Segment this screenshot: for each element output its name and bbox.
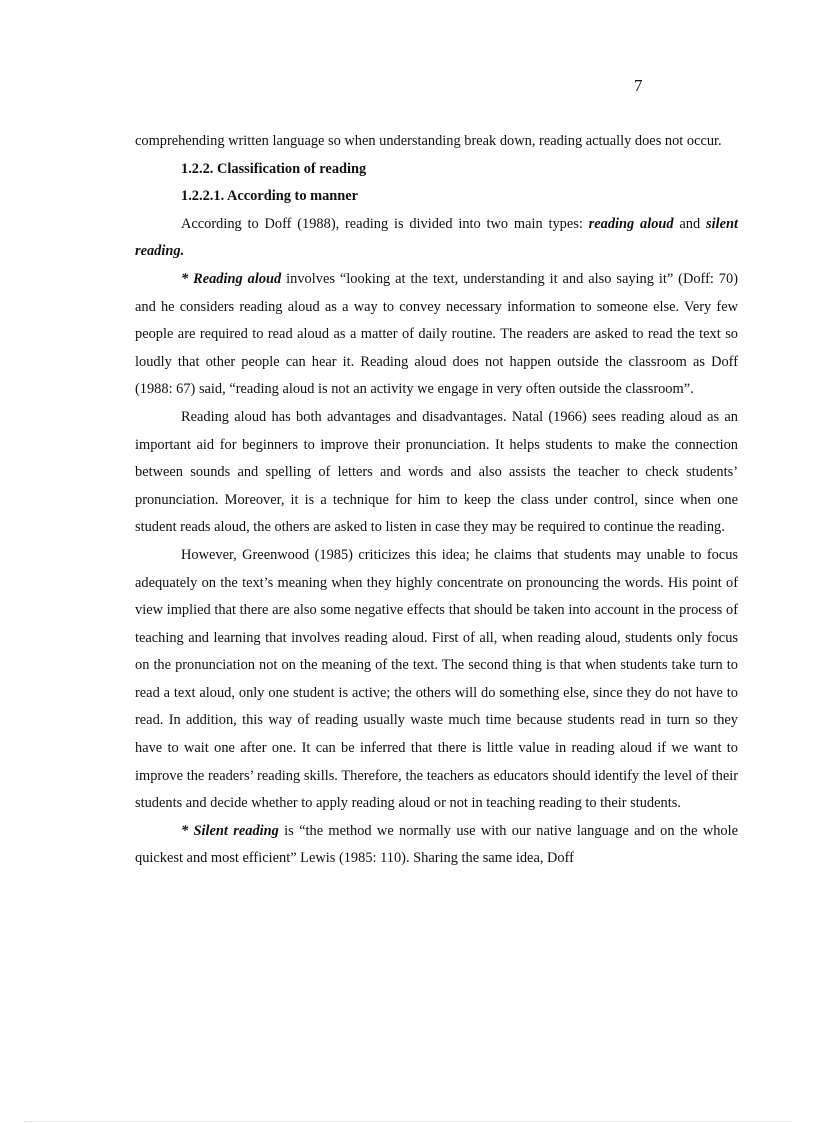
paragraph-advantages: Reading aloud has both advantages and disadvantages. Natal (1966) sees reading aloud as an important aid for beginners to improve their pronunciation. It helps students to make the connection between sounds and spelling of letters and words and also assists the teacher to check students’ pronunciation. Moreover, it is a technique for him to keep the class under control, since when one student reads aloud, the others are asked to listen in case they may be required to continue the reading. — [135, 408, 738, 536]
silent-reading-definition: is “the method we normally use with our native language and on the whole quickest and most efficient” Lewis (1985: 110). Sharing the same idea, Doff — [135, 822, 738, 867]
term-silent-reading: silent reading. — [135, 215, 738, 260]
paragraph-criticism: However, Greenwood (1985) criticizes this idea; he claims that students may unable to focus adequately on the text’s meaning when they highly concentrate on pronouncing the words. His point of view implied that there are also some negative effects that should be taken into account in the process of teaching and learning that involves reading aloud. First of all, when reading aloud, students only focus on the pronunciation not on the meaning of the text. The second thing is that when students take turn to read a text aloud, only one student is active; the others will do something else, since they do not have to read. In addition, this way of reading usually waste much time because students read in turn so they have to wait one after one. It can be inferred that there is little value in reading aloud if we want to improve the readers’ reading skills. Therefore, the teachers as educators should identify the level of their students and decide whether to apply reading aloud or not in teaching reading to their students. — [135, 546, 738, 812]
subsection-heading-manner: 1.2.2.1. According to manner — [181, 188, 359, 205]
document-body — [135, 128, 738, 873]
section-heading-classification: 1.2.2. Classification of reading — [181, 160, 367, 177]
page-number: 7 — [634, 76, 643, 95]
paragraph-continuation: comprehending written language so when understanding break down, reading actually does not occur. — [135, 133, 722, 149]
page-bottom-divider — [24, 1121, 792, 1122]
paragraph-reading-aloud — [135, 266, 738, 404]
term-reading-aloud: reading aloud — [588, 215, 674, 232]
paragraph-silent-reading — [135, 818, 738, 873]
bullet-silent-reading: * Silent reading — [181, 822, 279, 839]
bullet-reading-aloud: * Reading aloud — [181, 270, 282, 287]
paragraph-reading-types — [135, 211, 738, 266]
reading-aloud-definition: involves “looking at the text, understanding it and also saying it” (Doff: 70) and he considers reading aloud as a way to convey necessary information to someone else. Very few people are required to read aloud as a matter of daily routine. The readers are asked to read the text so loudly that other people can hear it. Reading aloud does not happen outside the classroom as Doff (1988: 67) said, “reading aloud is not an activity we engage in very often outside the classroom”. — [135, 270, 738, 398]
reading-types-intro: According to Doff (1988), reading is divided into two main types: — [181, 215, 589, 232]
conjunction-and: and — [673, 215, 706, 232]
